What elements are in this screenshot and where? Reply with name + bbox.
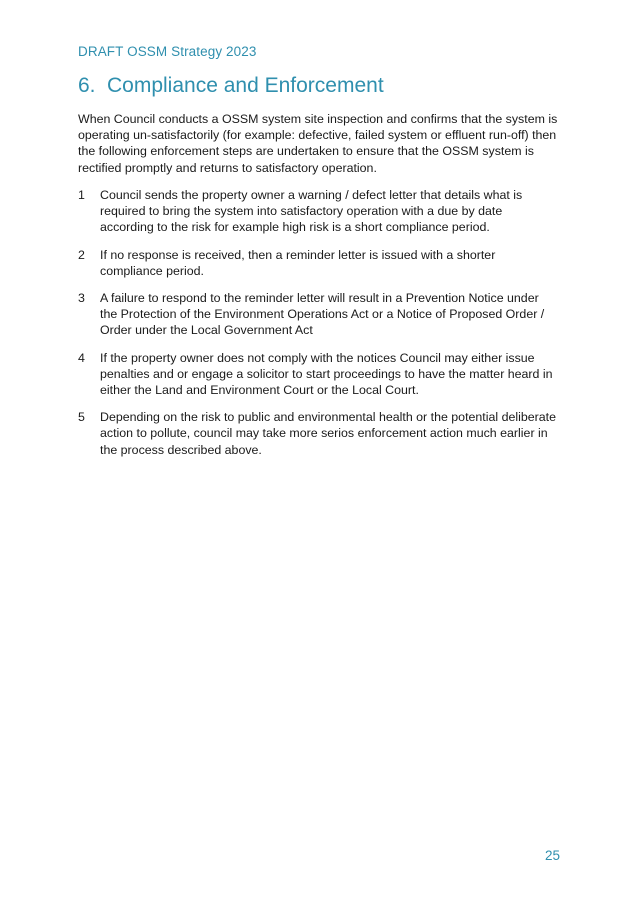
page-number: 25 [545,848,561,863]
step-text: Council sends the property owner a warning / defect letter that details what is required to bring the system into satisfactory operation with a due by date according to the risk for example high risk is a short compliance period. [100,188,523,235]
list-item [78,187,558,236]
step-text: Depending on the risk to public and environmental health or the potential deliberate action to pollute, council may take more serios enforcement action much earlier in the process described above. [100,410,557,457]
step-number: 4 [78,350,85,365]
enforcement-steps-list [78,187,558,469]
step-text: A failure to respond to the reminder letter will result in a Prevention Notice under the Protection of the Environment Operations Act or a Notice of Proposed Order / Order under the Local Government Act [100,291,545,338]
section-number: 6. [78,74,96,97]
step-number: 3 [78,291,85,306]
running-header: DRAFT OSSM Strategy 2023 [78,44,257,59]
list-item [78,247,558,279]
section-heading [78,74,384,98]
step-number: 5 [78,410,85,425]
step-text: If no response is received, then a reminder letter is issued with a shorter compliance period. [100,247,496,278]
list-item [78,409,558,458]
step-number: 2 [78,247,85,262]
intro-paragraph: When Council conducts a OSSM system site inspection and confirms that the system is operating un-satisfactorily (for example: defective, failed system or effluent run-off) then the following enforcement steps are undertaken to ensure that the OSSM system is rectified promptly and returns to satisfactory operation. [78,112,558,175]
section-title: Compliance and Enforcement [107,74,384,97]
step-number: 1 [78,188,85,202]
step-text: If the property owner does not comply with the notices Council may either issue penalties and or engage a solicitor to start proceedings to have the matter heard in either the Land and Environment Court or the Local Court. [100,350,553,398]
list-item [78,290,558,339]
list-item [78,350,558,399]
